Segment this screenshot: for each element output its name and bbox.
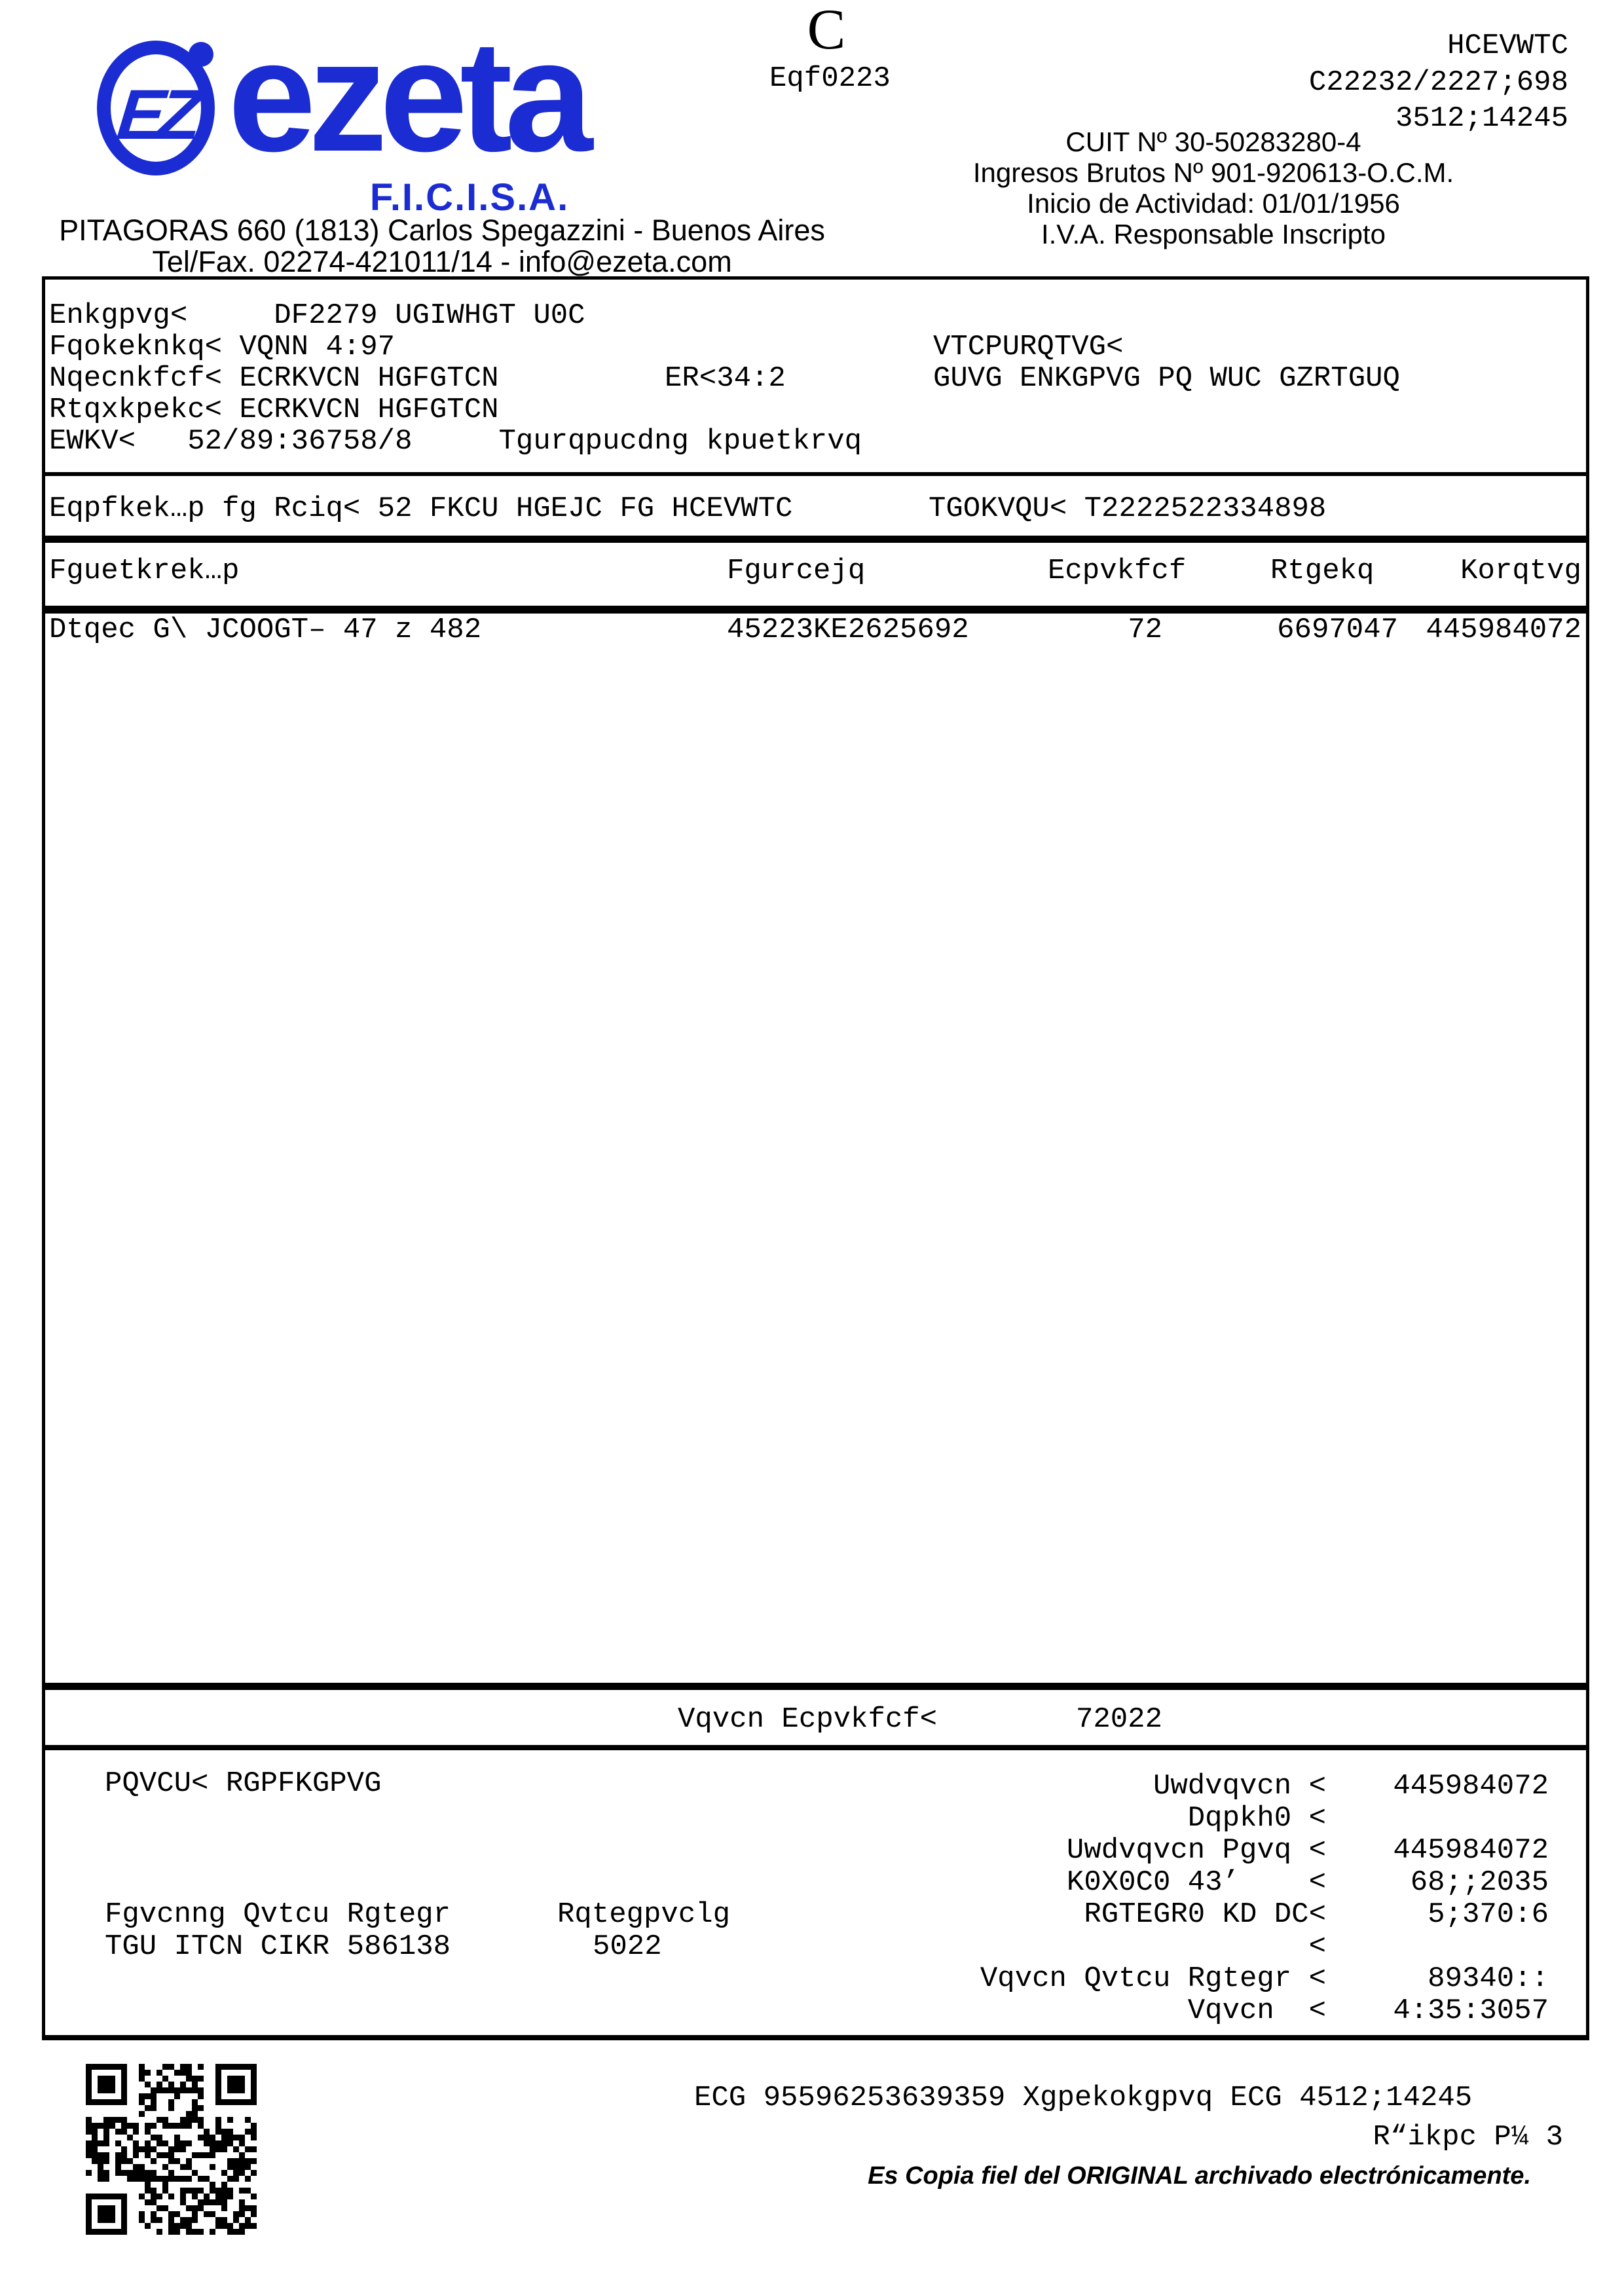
subtotal-neto-label: Uwdvqvcn Pgvq < [1066, 1834, 1326, 1867]
grand-total-label: Vqvcn < [1187, 1994, 1326, 2027]
cae-line: ECG 95596253639359 Xgpekokgpvq ECG 4512;14245 [694, 2082, 1473, 2114]
bonif-label: Dqpkh0 < [1187, 1802, 1326, 1835]
client-transport-label: VTCPURQTVG< [933, 331, 1124, 363]
invoice-code: Eqf0223 [769, 62, 891, 95]
total-otras-percep-label: Vqvcn Qvtcu Rgtegr < [980, 1962, 1326, 1995]
percep-percentage-header: Rqtegpvclg [557, 1898, 731, 1931]
client-cuit-line: EWKV< 52/89:36758/8 Tgurqpucdng kpuetkrvq [49, 425, 862, 458]
client-province-line: Rtqxkpekc< ECRKVCN HGFGTCN [49, 394, 499, 426]
total-otras-percep-value: 89340:: [1428, 1962, 1549, 1995]
empty-total-label: < [1308, 1930, 1326, 1963]
col-header-description: Fguetkrek…p [49, 555, 240, 587]
company-emblem-letters: EZ [113, 75, 200, 154]
percep-detail-header: Fgvcnng Qvtcu Rgtegr [105, 1898, 451, 1931]
payment-condition: Eqpfkek…p fg Rciq< 52 FKCU HGEJC FG HCEVWTC [49, 492, 793, 525]
company-iibb: Ingresos Brutos Nº 901-920613-O.C.M. [972, 157, 1454, 188]
col-header-amount: Korqtvg [1460, 555, 1581, 587]
col-header-quantity: Ecpvkfcf [1048, 555, 1187, 587]
company-logo: ezeta [228, 8, 585, 185]
subtotal-value: 445984072 [1393, 1770, 1549, 1803]
item-dispatch: 45223KE2625692 [727, 614, 969, 646]
percep-ib-label: RGTEGR0 KD DC< [1084, 1898, 1326, 1931]
percep-percentage-value: 5022 [593, 1930, 662, 1963]
invoice-type-letter: C [807, 0, 846, 62]
company-contact: Tel/Fax. 02274-421011/14 - info@ezeta.com [152, 245, 732, 278]
company-logo-subtitle: F.I.C.I.S.A. [369, 176, 570, 219]
invoice-doc-label: HCEVWTC [1447, 29, 1568, 62]
total-quantity-value: 72022 [1075, 1703, 1162, 1736]
col-header-dispatch: Fgurcejq [727, 555, 866, 587]
company-fiscal-info [951, 126, 1475, 249]
subtotal-neto-value: 445984072 [1393, 1834, 1549, 1867]
invoice-date: 3512;14245 [1395, 102, 1568, 135]
client-locality-line: Nqecnkfcf< ECRKVCN HGFGTCN [49, 362, 499, 395]
divider-condition-tablehead [42, 536, 1589, 543]
iva-label: K0X0C0 43’ < [1066, 1866, 1326, 1899]
total-quantity-label: Vqvcn Ecpvkfcf< [678, 1703, 938, 1736]
remitos-reference: TGOKVQU< T2222522334898 [929, 492, 1327, 525]
iva-value: 68;;2035 [1410, 1866, 1549, 1899]
percep-detail-row: TGU ITCN CIKR 586138 [105, 1930, 451, 1963]
client-postal-code: ER<34:2 [665, 362, 786, 395]
subtotal-label: Uwdvqvcn < [1153, 1770, 1326, 1803]
original-copy-note: Es Copia fiel del ORIGINAL archivado electrónicamente. [868, 2162, 1531, 2190]
company-cuit: CUIT Nº 30-50283280-4 [1065, 126, 1361, 157]
divider-tablehead-body [42, 606, 1589, 614]
percep-ib-value: 5;370:6 [1428, 1898, 1549, 1931]
company-address: PITAGORAS 660 (1813) Carlos Spegazzini - Buenos Aires [59, 213, 825, 247]
client-transport-note: GUVG ENKGPVG PQ WUC GZRTGUQ [933, 362, 1400, 395]
page-number-line: R“ikpc P¼ 3 [1373, 2121, 1563, 2154]
client-address-line: Fqokeknkq< VQNN 4:97 [49, 331, 396, 363]
item-amount: 445984072 [1426, 614, 1581, 646]
item-price: 6697047 [1277, 614, 1398, 646]
qr-code [86, 2064, 257, 2235]
client-name-line: Enkgpvg< DF2279 UGIWHGT U0C [49, 299, 585, 332]
divider-body-total [42, 1683, 1589, 1690]
item-quantity: 72 [1128, 614, 1162, 646]
company-emblem-dot-icon [189, 42, 213, 67]
item-description: Dtqec G\ JCOOGT– 47 z 482 [49, 614, 482, 646]
divider-total-footer [42, 1745, 1589, 1750]
grand-total-value: 4:35:3057 [1393, 1994, 1549, 2027]
divider-client-condition [42, 472, 1589, 476]
col-header-price: Rtgekq [1270, 555, 1375, 587]
company-inicio-actividad: Inicio de Actividad: 01/01/1956 [1027, 188, 1400, 219]
notes-line: PQVCU< RGPFKGPVG [105, 1767, 382, 1800]
company-iva-condition: I.V.A. Responsable Inscripto [1041, 219, 1386, 249]
invoice-number: C22232/2227;698 [1308, 66, 1568, 99]
